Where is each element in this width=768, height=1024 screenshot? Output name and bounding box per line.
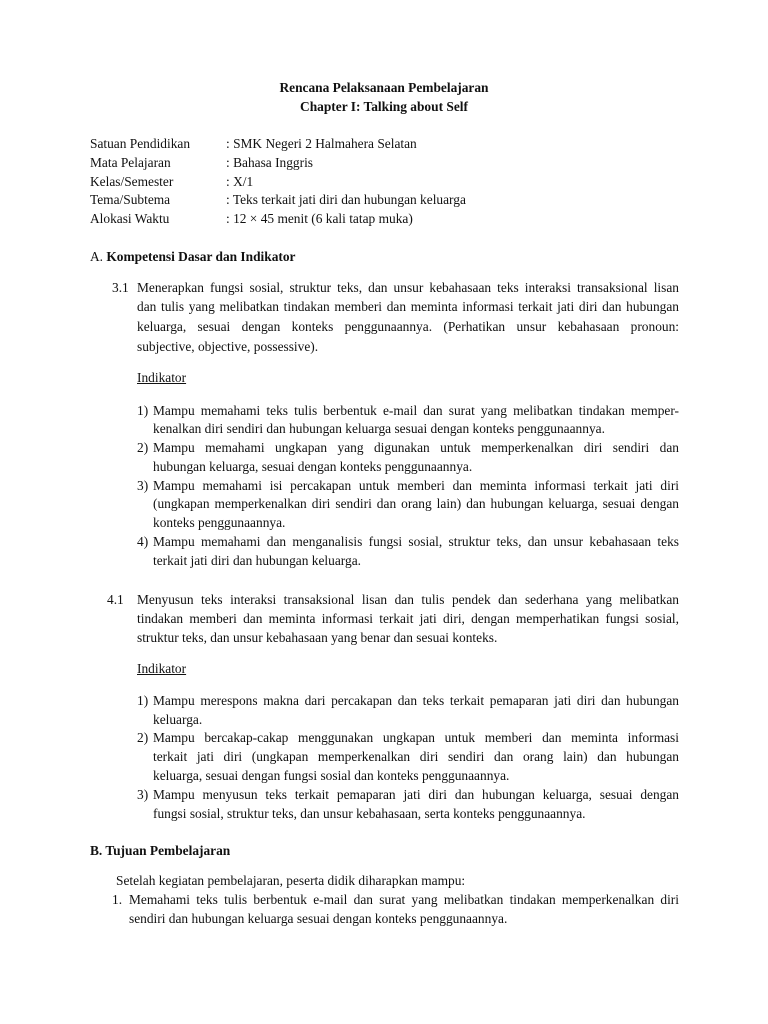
tujuan-line: sendiri dan hubungan keluarga sesuai dengan konteks penggunaannya. [129, 911, 508, 926]
info-label: Alokasi Waktu [90, 211, 170, 226]
indikator-line: hubungan keluarga, sesuai dengan konteks penggunaannya. [153, 459, 473, 474]
indikator-line: Mampu bercakap-cakap menggunakan ungkapan untuk memberi dan meminta informasi [153, 730, 679, 745]
indikator-line: fungsi sosial, struktur teks, dan unsur kebahasaan, serta konteks penggunaannya. [153, 806, 586, 821]
kd-line: Menerapkan fungsi sosial, struktur teks, dan unsur kebahasaan teks interaksi transaksional lisan [137, 280, 679, 295]
indikator-line: Mampu memahami dan menganalisis fungsi sosial, struktur teks, dan unsur kebahasaan teks [153, 534, 679, 549]
section-b-heading: B. Tujuan Pembelajaran [90, 843, 231, 858]
info-value: : Bahasa Inggris [226, 155, 314, 170]
info-label: Tema/Subtema [90, 192, 171, 207]
indikator-line: (ungkapan memperkenalkan diri sendiri dan orang lain) dan hubungan keluarga, sesuai dengan [153, 496, 679, 511]
info-label: Mata Pelajaran [90, 155, 171, 170]
indikator-line: Mampu memahami isi percakapan untuk memberi dan meminta informasi terkait jati diri [153, 478, 679, 493]
indikator-line: konteks penggunaannya. [153, 515, 286, 530]
info-value: : SMK Negeri 2 Halmahera Selatan [226, 136, 417, 151]
kd-number: 3.1 [112, 280, 129, 295]
indikator-label: Indikator [137, 370, 187, 385]
indikator-line: Mampu menyusun teks terkait pemaparan jati diri dan hubungan keluarga, sesuai dengan [153, 787, 679, 802]
indikator-label: Indikator [137, 661, 187, 676]
info-label: Satuan Pendidikan [90, 136, 191, 151]
kd-line: subjective, objective, possessive). [137, 339, 319, 354]
indikator-number: 1) [137, 403, 149, 418]
info-value: : Teks terkait jati diri dan hubungan keluarga [226, 192, 466, 207]
section-b-intro: Setelah kegiatan pembelajaran, peserta didik diharapkan mampu: [116, 873, 466, 888]
indikator-number: 4) [137, 534, 149, 549]
indikator-line: Mampu merespons makna dari percakapan dan teks terkait pemaparan jati diri dan hubungan [153, 693, 679, 708]
kd-number: 4.1 [107, 592, 124, 607]
indikator-number: 3) [137, 478, 149, 493]
indikator-line: Mampu memahami teks tulis berbentuk e-mail dan surat yang melibatkan tindakan memper- [153, 403, 679, 418]
document-title: Rencana Pelaksanaan Pembelajaran [279, 80, 489, 95]
kd-line: keluarga, sesuai dengan konteks penggunaannya. (Perhatikan unsur kebahasaan pronoun: [137, 319, 679, 334]
indikator-number: 2) [137, 730, 149, 745]
kd-line: struktur teks, dan unsur kebahasaan yang benar dan sesuai konteks. [137, 630, 498, 645]
document-subtitle: Chapter I: Talking about Self [300, 99, 468, 114]
kd-line: dan tulis yang melibatkan tindakan memberi dan meminta informasi terkait jati diri dan hubungan [137, 299, 679, 314]
indikator-line: keluarga. [153, 712, 203, 727]
section-a-heading [90, 247, 296, 267]
indikator-number: 2) [137, 440, 149, 455]
info-value: : X/1 [226, 174, 254, 189]
tujuan-number: 1. [112, 892, 123, 907]
section-a-letter: A. [90, 249, 104, 264]
indikator-line: keluarga, sesuai dengan fungsi sosial dan konteks penggunaannya. [153, 768, 510, 783]
indikator-line: terkait jati diri dan hubungan keluarga. [153, 553, 361, 568]
info-value: : 12 × 45 menit (6 kali tatap muka) [226, 211, 413, 226]
section-a-title: Kompetensi Dasar dan Indikator [106, 249, 296, 264]
kd-line: tindakan memberi dan meminta informasi terkait jati diri, dengan memperhatikan fungsi sosial, [137, 611, 679, 626]
tujuan-line: Memahami teks tulis berbentuk e-mail dan surat yang melibatkan tindakan memperkenalkan diri [129, 892, 679, 907]
indikator-line: terkait jati diri (ungkapan memperkenalkan diri sendiri dan orang lain) dan hubungan [153, 749, 679, 764]
indikator-line: kenalkan diri sendiri dan hubungan keluarga sesuai dengan konteks penggunaannya. [153, 421, 605, 436]
kd-line: Menyusun teks interaksi transaksional lisan dan tulis pendek dan sederhana yang melibatkan [137, 592, 679, 607]
indikator-line: Mampu memahami ungkapan yang digunakan untuk memperkenalkan diri sendiri dan [153, 440, 679, 455]
indikator-number: 1) [137, 693, 149, 708]
indikator-number: 3) [137, 787, 149, 802]
info-label: Kelas/Semester [90, 174, 174, 189]
